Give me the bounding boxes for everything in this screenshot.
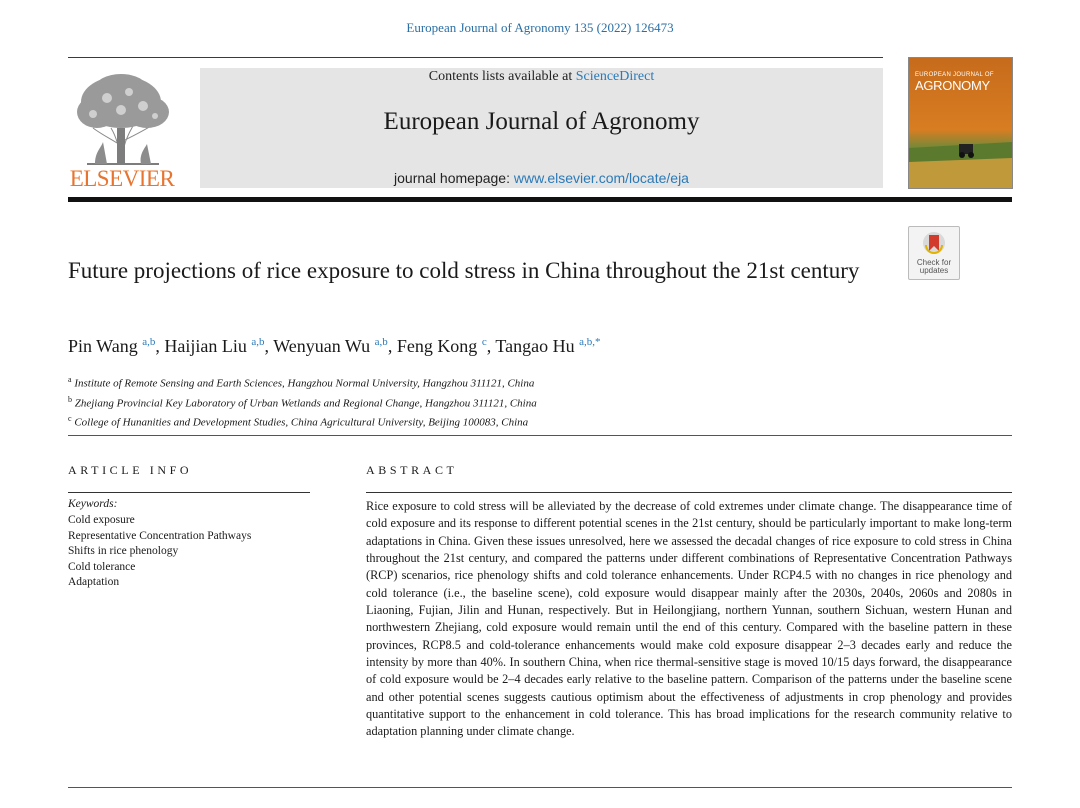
author-name[interactable]: Pin Wang — [68, 336, 138, 356]
header-thick-divider — [68, 197, 1012, 202]
affiliation-item — [68, 392, 537, 412]
author-affiliation-marks[interactable]: c — [481, 336, 487, 348]
journal-masthead — [200, 68, 883, 188]
journal-title: European Journal of Agronomy — [383, 108, 700, 135]
keyword-item: Cold exposure — [68, 514, 135, 526]
affiliation-mark: a — [68, 375, 72, 384]
contents-prefix: Contents lists available at — [428, 69, 576, 84]
journal-citation[interactable]: European Journal of Agronomy 135 (2022) 126473 — [406, 20, 674, 35]
article-info-heading: ARTICLE INFO — [68, 463, 193, 477]
affiliation-list — [68, 372, 537, 431]
keywords-list — [68, 513, 251, 591]
affiliation-text: Institute of Remote Sensing and Earth Sciences, Hangzhou Normal University, Hangzhou 311121, China — [74, 377, 535, 390]
check-for-updates-line1: Check for — [916, 258, 952, 267]
keyword-item: Representative Concentration Pathways — [68, 529, 252, 542]
affiliation-mark: c — [68, 414, 72, 424]
elsevier-wordmark: ELSEVIER — [69, 166, 175, 191]
article-info-divider — [68, 492, 310, 493]
contents-available-line — [200, 69, 883, 85]
affiliation-item — [68, 411, 537, 431]
homepage-link[interactable]: www.elsevier.com/locate/eja — [513, 170, 689, 186]
cover-title-big: AGRONOMY — [915, 78, 990, 93]
author-name[interactable]: Feng Kong — [396, 336, 478, 356]
affiliation-text: Zhejiang Provincial Key Laboratory of Urban Wetlands and Regional Change, Hangzhou 311121, China — [74, 397, 537, 410]
sciencedirect-link[interactable]: ScienceDirect — [575, 69, 655, 84]
author-name[interactable]: Wenyuan Wu — [273, 336, 371, 356]
cover-field-illustration — [909, 128, 1012, 188]
author-name[interactable]: Tangao Hu — [495, 336, 575, 356]
check-for-updates-button[interactable] — [908, 226, 960, 280]
author-list: Pin Wang $^{a,b}$, Haijian Liu $^{a,b}$, Wenyuan Wu $^{a,b}$, Feng Kong $^c$, Tangao Hu $^{a,b,*}$ — [68, 336, 601, 356]
author-name[interactable]: Haijian Liu — [164, 336, 247, 356]
journal-homepage-line — [200, 170, 883, 186]
author-affiliation-marks[interactable]: a,b,* — [579, 336, 601, 348]
cover-title — [915, 72, 994, 93]
author-affiliation-marks[interactable]: a,b — [142, 336, 156, 348]
affiliation-mark: b — [68, 394, 72, 404]
author-affiliation-marks[interactable]: a,b — [251, 336, 265, 348]
check-for-updates-label — [909, 259, 959, 275]
abstract-body: Rice exposure to cold stress will be alleviated by the decrease of cold extremes under climate change. The disappearance time of cold exposure and its response to different potential scenes in the 21st century, should be particularly important to make long-term adaptations in China. Given these issues unresolved, here we assessed the decadal changes of rice exposure to cold stress in China throughout the 21st century, and compared the patterns under different combinations of Representative Concentration Pathways (RCP) scenarios, rice phenology shifts and cold tolerance enhancements. Under RCP4.5 with no changes in rice phenology and cold tolerance (i.e., the baseline scene), cold exposure would disappear mainly after the 2030s, 2040s, 2060s and 2080s in Liaoning, Fujian, Jilin and Hunan, respectively. But in Heilongjiang, northern Yunnan, southern Sichuan, western Hunan and northwestern Zhejiang, cold exposure would remain until the end of this century. Compared with the baseline pattern in these provinces, RCP8.5 and cold-tolerance enhancements would make cold exposure disappear 2–3 decades early and reduce the intensity by more than 40%. In southern China, when rice thermal-sensitive stage is moved 10/15 days forward, the disappearance of cold exposure would be 2–4 decades early relative to the baseline pattern. Comparison of the patterns under the baseline scene and other potential scenes suggests cautious optimism about the effectiveness of adjustments in crop phenology and provides quantitative support to the enhancement in cold tolerance. This has broad implications for the research community relative to adaptation planning under climate change. — [366, 499, 1012, 739]
journal-cover-image[interactable] — [908, 57, 1013, 189]
top-divider — [68, 57, 883, 58]
keyword-item: Adaptation — [68, 576, 120, 589]
cover-title-small: EUROPEAN JOURNAL OF — [915, 72, 994, 78]
bookmark-ribbon-icon — [922, 231, 946, 257]
abstract-divider — [366, 492, 1012, 493]
author-affiliation-marks[interactable]: a,b — [374, 336, 388, 348]
affiliation-divider — [68, 435, 1012, 436]
abstract-heading: ABSTRACT — [366, 463, 458, 477]
keywords-label: Keywords: — [68, 498, 118, 510]
article-title: Future projections of rice exposure to cold stress in China throughout the 21st century — [68, 258, 860, 283]
keyword-item: Cold tolerance — [68, 560, 136, 573]
affiliation-text: College of Hunanities and Development Studies, China Agricultural University, Beijing 100083, China — [74, 416, 529, 429]
keyword-item: Shifts in rice phenology — [68, 545, 179, 558]
homepage-prefix: journal homepage: — [394, 170, 514, 186]
affiliation-item — [68, 372, 537, 392]
check-for-updates-line2: updates — [919, 266, 949, 275]
bottom-divider — [68, 787, 1012, 788]
